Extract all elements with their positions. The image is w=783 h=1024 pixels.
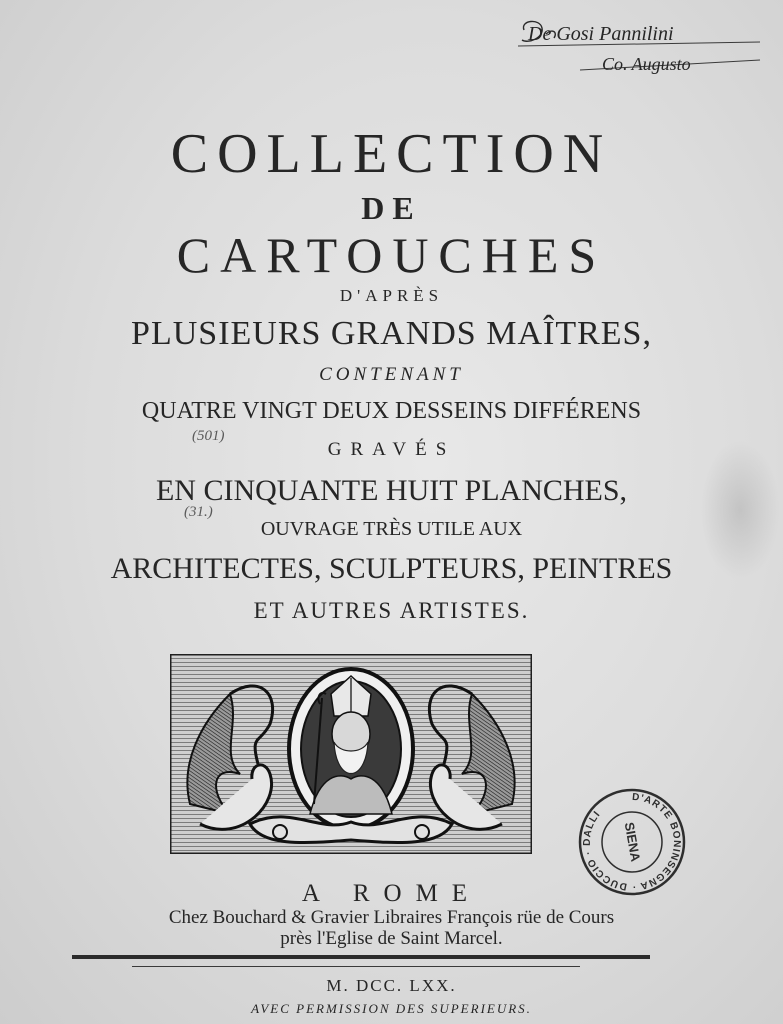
title-cartouches: CARTOUCHES [176,227,607,283]
subtitle-quatre: QUATRE VINGT DEUX DESSEINS DIFFÉRENS [141,398,642,424]
imprint-permission: AVEC PERMISSION DES SUPERIEURS. [251,1001,532,1016]
handwriting-line-2: Co. Augusto [602,54,691,74]
subtitle-architectes: ARCHITECTES, SCULPTEURS, PEINTRES [110,552,673,585]
paper-stain [700,440,780,580]
imprint-rule-thin [132,966,580,967]
imprint-city: A ROME [301,880,482,907]
subtitle-autres: ET AUTRES ARTISTES. [253,598,530,623]
stamp-siena: SIENA [621,821,644,863]
imprint-address: près l'Eglise de Saint Marcel. [280,928,503,949]
title-de: DE [361,190,422,226]
subtitle-plusieurs: PLUSIEURS GRANDS MAÎTRES, [131,315,652,352]
pencil-note-1: (501) [192,428,225,444]
subtitle-contenant: CONTENANT [319,364,464,385]
subtitle-graves: GRAVÉS [327,439,456,460]
pencil-note-2: (31.) [184,504,213,520]
stamp-ring-text: D'ARTE BONINSEGNA · DUCCIO · DALLI [581,791,683,893]
handwriting-line-1: De Gosi Pannilini [528,23,674,45]
handwritten-inscription [510,10,770,92]
imprint-publisher: Chez Bouchard & Gravier Libraires François rüe de Cours [168,907,615,928]
subtitle-ouvrage: OUVRAGE TRÈS UTILE AUX [260,518,523,540]
title-collection: COLLECTION [170,123,613,185]
subtitle-cinquante: EN CINQUANTE HUIT PLANCHES, [155,474,628,507]
imprint-date: M. DCC. LXX. [326,976,457,995]
subtitle-dapres: D'APRÈS [339,286,444,305]
cartouche-engraving [170,654,532,854]
imprint-rule-thick [72,955,650,959]
